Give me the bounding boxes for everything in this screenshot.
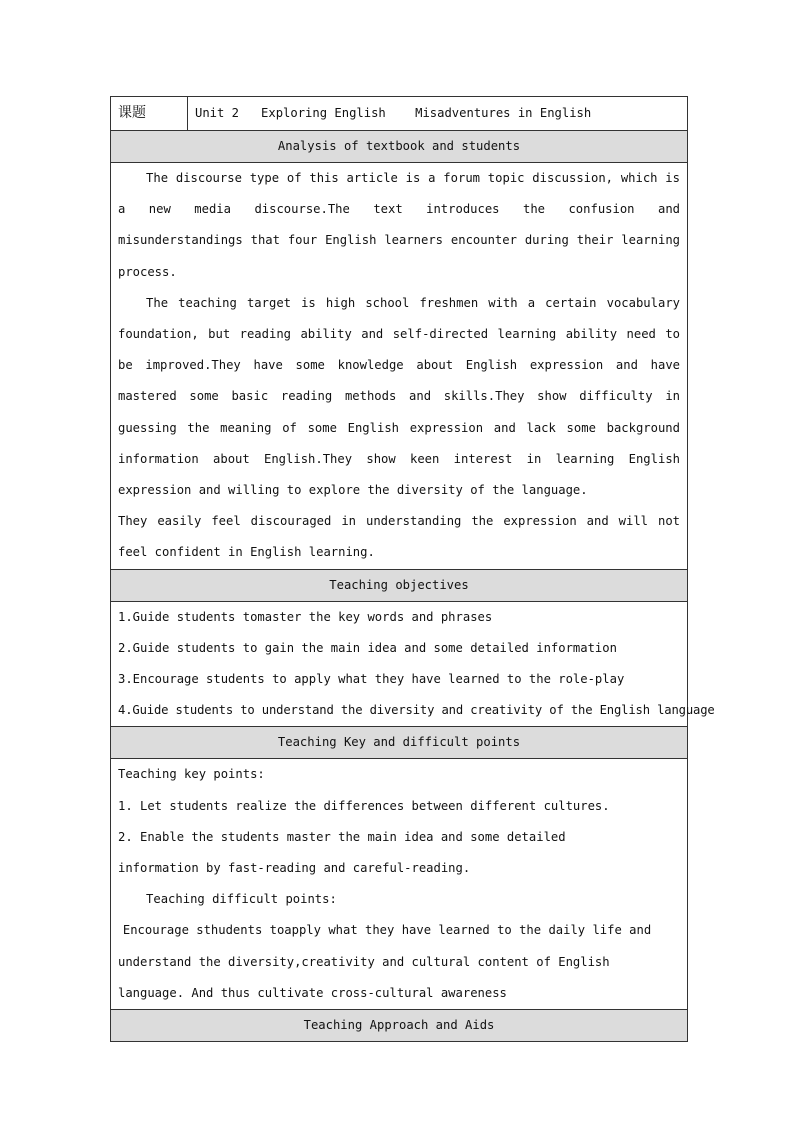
difficult-points-label: Teaching difficult points: [146,892,337,907]
analysis-paragraph-1: The discourse type of this article is a forum topic discussion, which is a new media discourse.The text introduces the confusion and misunderstandings that four English learners encounter during their learning process. [118,171,680,279]
objective-item-4: 4.Guide students to understand the diversity and creativity of the English language [118,703,715,718]
difficult-points-text: Encourage sthudents toapply what they have learned to the daily life and understand the diversity,creativity and cultural content of English language. And thus cultivate cross-cultural awareness [118,923,652,1000]
analysis-paragraph-2: The teaching target is high school freshmen with a certain vocabulary foundation, but reading ability and self-directed learning ability need to be improved.They have some knowledge about English expression and have mastered some basic reading methods and skills.They show difficulty in guessing the meaning of some English expression and lack some background information about English.They show keen interest in learning English expression and willing to explore the diversity of the language. [118,295,680,498]
objectives-body [111,601,715,727]
objectives-body-row [111,601,688,727]
key-points-body-row [111,759,688,1010]
objective-item-2: 2.Guide students to gain the main idea and some detailed information [118,640,617,655]
key-points-heading: Teaching Key and difficult points [111,727,688,759]
objective-item-1: 1.Guide students tomaster the key words and phrases [118,609,493,624]
analysis-paragraph-3: They easily feel discouraged in understanding the expression and will not feel confident in English learning. [118,514,680,560]
key-points-header-row [111,727,688,759]
key-points-label: Teaching key points: [118,767,265,782]
objectives-heading: Teaching objectives [111,569,688,601]
analysis-body-row [111,163,688,570]
lesson-plan-table [110,96,715,1042]
lesson-title: Unit 2 Exploring English Misadventures in English [188,97,688,131]
title-row [111,97,688,131]
objective-item-3: 3.Encourage students to apply what they have learned to the role-play [118,672,625,687]
analysis-body [111,163,688,570]
key-points-body [111,759,688,1010]
analysis-heading: Analysis of textbook and students [111,131,688,163]
approach-header-row [111,1010,688,1042]
analysis-header-row [111,131,688,163]
objectives-header-row [111,569,688,601]
key-point-item-2: 2. Enable the students master the main idea and some detailed information by fast-reading and careful-reading. [118,829,566,876]
key-point-item-1: 1. Let students realize the differences between different cultures. [118,798,610,813]
approach-heading: Teaching Approach and Aids [111,1010,688,1042]
lesson-label: 课题 [111,97,188,131]
